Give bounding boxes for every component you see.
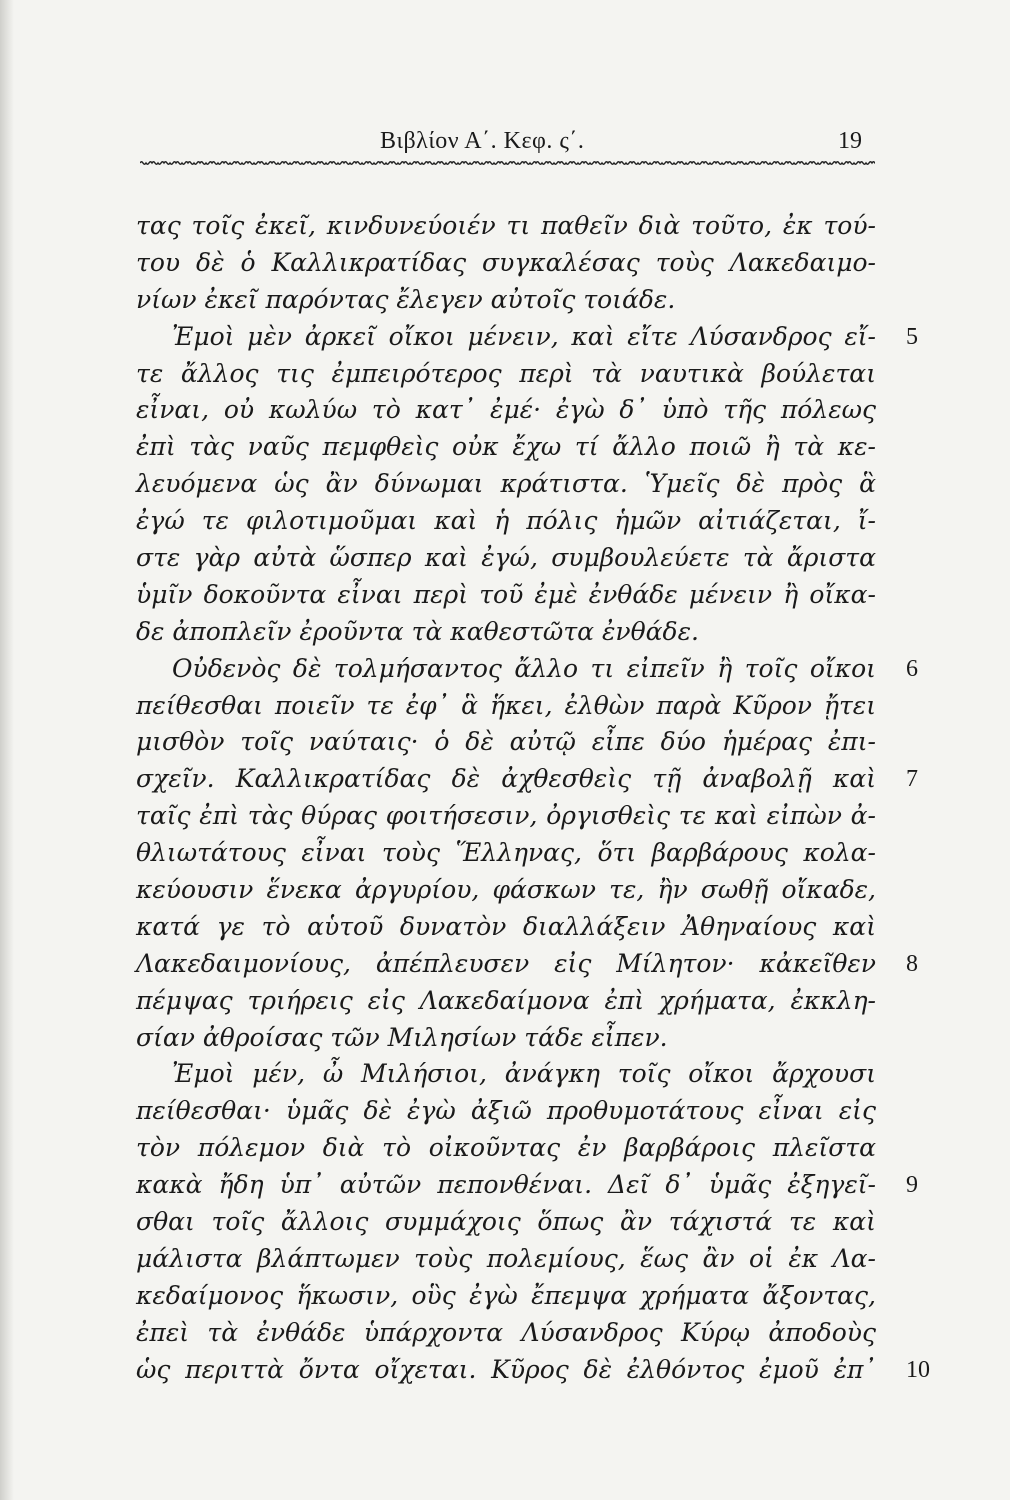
text-line (136, 761, 918, 798)
line-text: Λακεδαιμονίους, ἀπέπλευσεν εἰς Μίλητον· κἀκεῖθεν (136, 948, 876, 978)
line-text: ὡς περιττὰ ὄντα οἴχεται. Κῦρος δὲ ἐλθόντος ἐμοῦ ἐπ᾽ (136, 1354, 876, 1384)
line-text: πείθεσθαι ποιεῖν τε ἐφ᾽ ἃ ἥκει, ἐλθὼν παρὰ Κῦρον ᾔτει (136, 690, 876, 720)
line-text: εἶναι, οὐ κωλύω τὸ κατ᾽ ἐμέ· ἐγὼ δ᾽ ὑπὸ τῆς πόλεως (136, 395, 876, 425)
line-text: νίων ἐκεῖ παρόντας ἔλεγεν αὐτοῖς τοιάδε. (136, 284, 676, 314)
text-line (136, 724, 876, 761)
main-text (136, 208, 930, 1389)
line-text: μάλιστα βλάπτωμεν τοὺς πολεμίους, ἕως ἂν οἱ ἐκ Λα- (136, 1243, 876, 1273)
line-text: πείθεσθαι· ὑμᾶς δὲ ἐγὼ ἀξιῶ προθυμοτάτους εἶναι εἰς (136, 1096, 876, 1126)
text-line (136, 1167, 918, 1204)
header-wavy-rule (140, 160, 875, 166)
text-line (136, 429, 876, 466)
line-text: Ἐμοὶ μὲν ἀρκεῖ οἴκοι μένειν, καὶ εἴτε Λύσανδρος εἴ- (172, 321, 876, 351)
section-number: 6 (906, 655, 918, 682)
line-text: τε ἄλλος τις ἐμπειρότερος περὶ τὰ ναυτικὰ βούλεται (136, 358, 876, 388)
line-text: κεδαίμονος ἥκωσιν, οὓς ἐγὼ ἔπεμψα χρήματα ἄξοντας, (136, 1280, 876, 1310)
text-line (136, 319, 918, 356)
line-text: ἐπὶ τὰς ναῦς πεμφθεὶς οὐκ ἔχω τί ἄλλο ποιῶ ἢ τὰ κε- (136, 432, 876, 462)
line-text: μισθὸν τοῖς ναύταις· ὁ δὲ αὐτῷ εἶπε δύο ἡμέρας ἐπι- (136, 727, 876, 757)
line-text: κατά γε τὸ αὑτοῦ δυνατὸν διαλλάξειν Ἀθηναίους καὶ (136, 911, 876, 941)
text-line (136, 909, 876, 946)
text-line (136, 1056, 876, 1093)
text-line (136, 835, 876, 872)
line-text: κεύουσιν ἕνεκα ἀργυρίου, φάσκων τε, ἢν σωθῇ οἴκαδε, (136, 875, 876, 905)
text-line (136, 503, 876, 540)
text-line (136, 282, 876, 319)
text-line (136, 983, 876, 1020)
line-text: θλιωτάτους εἶναι τοὺς Ἕλληνας, ὅτι βαρβάρους κολα- (136, 838, 876, 868)
text-line (136, 577, 876, 614)
text-line (136, 946, 918, 983)
text-line (136, 466, 876, 503)
text-line (136, 1278, 876, 1315)
line-text: πέμψας τριήρεις εἰς Λακεδαίμονα ἐπὶ χρήματα, ἐκκλη- (136, 985, 876, 1015)
text-line (136, 208, 876, 245)
text-line (136, 872, 876, 909)
text-line (136, 688, 876, 725)
text-line (136, 1093, 876, 1130)
text-line (136, 1352, 930, 1389)
line-text: τας τοῖς ἐκεῖ, κινδυνεύοιέν τι παθεῖν διὰ τοῦτο, ἐκ τού- (136, 211, 876, 240)
section-number: 10 (906, 1356, 930, 1383)
line-text: ἐγώ τε φιλοτιμοῦμαι καὶ ἡ πόλις ἡμῶν αἰτιάζεται, ἴ- (136, 506, 876, 536)
line-text: του δὲ ὁ Καλλικρατίδας συγκαλέσας τοὺς Λακεδαιμο- (136, 247, 876, 277)
line-text: ὑμῖν δοκοῦντα εἶναι περὶ τοῦ ἐμὲ ἐνθάδε μένειν ἢ οἴκα- (136, 579, 876, 609)
line-text: δε ἀποπλεῖν ἐροῦντα τὰ καθεστῶτα ἐνθάδε. (136, 616, 699, 646)
text-line (136, 614, 876, 651)
page-number: 19 (838, 128, 862, 154)
line-text: στε γὰρ αὐτὰ ὥσπερ καὶ ἐγώ, συμβουλεύετε τὰ ἄριστα (136, 543, 876, 573)
text-line (136, 1241, 876, 1278)
text-line (136, 1130, 876, 1167)
line-text: σίαν ἀθροίσας τῶν Μιλησίων τάδε εἶπεν. (136, 1022, 668, 1052)
line-text: Οὐδενὸς δὲ τολμήσαντος ἄλλο τι εἰπεῖν ἢ τοῖς οἴκοι (172, 653, 876, 683)
text-line (136, 798, 876, 835)
text-line (136, 245, 876, 282)
line-text: τὸν πόλεμον διὰ τὸ οἰκοῦντας ἐν βαρβάροις πλεῖστα (136, 1133, 876, 1163)
text-line (136, 1315, 876, 1352)
text-line (136, 540, 876, 577)
line-text: λευόμενα ὡς ἂν δύνωμαι κράτιστα. Ὑμεῖς δὲ πρὸς ἃ (136, 469, 876, 499)
text-line (136, 392, 876, 429)
section-number: 8 (906, 950, 918, 977)
text-line (136, 1020, 876, 1057)
section-number: 7 (906, 766, 918, 793)
text-line (136, 356, 876, 393)
text-line (136, 1204, 876, 1241)
section-number: 9 (906, 1172, 918, 1199)
text-line (136, 651, 918, 688)
line-text: Ἐμοὶ μέν, ὦ Μιλήσιοι, ἀνάγκη τοῖς οἴκοι ἄρχουσι (172, 1059, 876, 1089)
line-text: κακὰ ἤδη ὑπ᾽ αὐτῶν πεπονθέναι. Δεῖ δ᾽ ὑμᾶς ἐξηγεῖ- (136, 1170, 876, 1200)
section-number: 5 (906, 323, 918, 350)
line-text: ἐπεὶ τὰ ἐνθάδε ὑπάρχοντα Λύσανδρος Κύρῳ ἀποδοὺς (136, 1317, 876, 1347)
running-head: Βιβλίον Α΄. Κεφ. ς΄. (380, 128, 585, 154)
line-text: σχεῖν. Καλλικρατίδας δὲ ἀχθεσθεὶς τῇ ἀναβολῇ καὶ (136, 764, 876, 794)
line-text: σθαι τοῖς ἄλλοις συμμάχοις ὅπως ἂν τάχιστά τε καὶ (136, 1207, 876, 1237)
line-text: ταῖς ἐπὶ τὰς θύρας φοιτήσεσιν, ὀργισθεὶς τε καὶ εἰπὼν ἀ- (136, 801, 876, 831)
